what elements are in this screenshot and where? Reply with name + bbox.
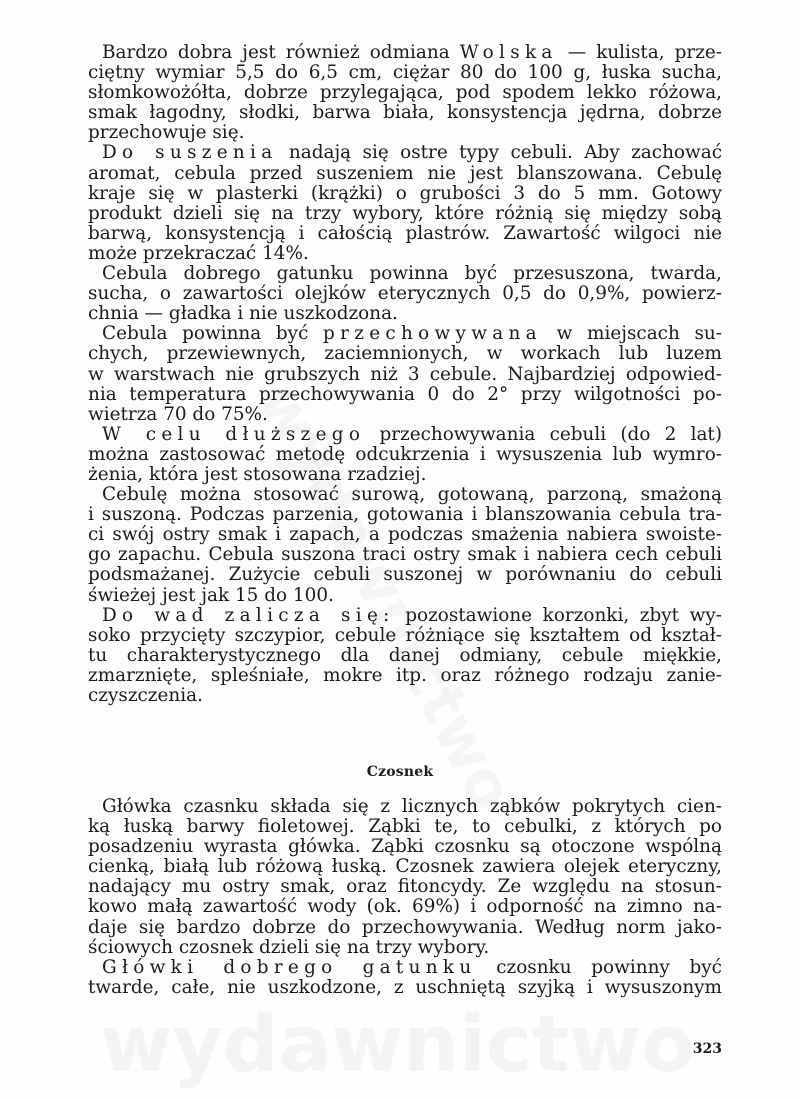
line-text: nadają się ostre typy cebuli. Aby zachować <box>277 142 722 164</box>
line-text: kowo małą zawartość wody (ok. 69%) i odporność na zimno na- <box>88 896 722 918</box>
text-line <box>88 143 722 163</box>
text-line <box>88 817 722 837</box>
text-line <box>88 344 722 364</box>
text-line <box>88 626 722 646</box>
page-number: 323 <box>692 1041 722 1057</box>
text-line <box>88 485 722 505</box>
spaced-emphasis: Do suszenia <box>102 142 278 164</box>
line-text: Cebula dobrego gatunku powinna być przesuszona, twarda, <box>102 263 722 285</box>
line-text: ściowych czosnek dzieli się na trzy wybory. <box>88 936 490 958</box>
spaced-emphasis: przechowywana <box>323 323 542 345</box>
text-line <box>88 284 722 304</box>
line-text: kraje się w plasterki (krążki) o grubości 3 do 5 mm. Gotowy <box>88 182 722 204</box>
text-line <box>88 123 722 143</box>
spaced-emphasis: Do wad zalicza się: <box>102 604 395 626</box>
line-text: w miejscach su- <box>541 323 722 345</box>
text-line <box>88 606 722 626</box>
text-line <box>88 43 722 63</box>
text-line <box>88 164 722 184</box>
line-text: zmarznięte, spleśniałe, mokre itp. oraz różnego rodzaju zanie- <box>88 664 722 686</box>
line-text: można zastosować metodę odcukrzenia i wysuszenia lub wymro- <box>88 443 722 465</box>
line-text: barwą, konsystencją i całością plastrów. Zawartość wilgoci nie <box>88 222 722 244</box>
line-text: Bardzo dobra jest również odmiana <box>102 42 460 63</box>
text-line <box>88 857 722 877</box>
line-text: słomkowożółta, dobrze przylegająca, pod spodem lekko różowa, <box>88 82 722 104</box>
line-text: ciętny wymiar 5,5 do 6,5 cm, ciężar 80 do 100 g, łuska sucha, <box>88 62 722 84</box>
text-line <box>88 405 722 425</box>
garlic-section-text <box>88 797 722 998</box>
line-text: Cebula powinna być <box>102 323 324 345</box>
text-line <box>88 797 722 817</box>
line-text: — kulista, prze- <box>557 42 722 63</box>
text-line <box>88 83 722 103</box>
text-line <box>88 897 722 917</box>
text-line <box>88 103 722 123</box>
text-line <box>88 505 722 525</box>
spaced-emphasis: W celu dłuższego <box>102 423 366 445</box>
text-line <box>88 938 722 958</box>
line-text: i suszoną. Podczas parzenia, gotowania i blanszowania cebula tra- <box>88 504 722 526</box>
text-line <box>88 646 722 666</box>
line-text: wietrza 70 do 75%. <box>88 403 268 425</box>
line-text: soko przycięty szczypior, cebule różniące się kształtem od kształ- <box>88 624 722 646</box>
line-text: może przekraczać 14%. <box>88 242 309 264</box>
text-line <box>88 565 722 585</box>
text-line <box>88 445 722 465</box>
text-line <box>88 425 722 445</box>
line-text: żenia, która jest stosowana rzadziej. <box>88 463 427 485</box>
line-text: chnia — gładka i nie uszkodzona. <box>88 303 398 325</box>
text-line <box>88 545 722 565</box>
line-text: chych, przewiewnych, zaciemnionych, w workach lub luzem <box>88 343 722 365</box>
section-heading-czosnek: Czosnek <box>366 764 434 780</box>
line-text: ką łuską barwy fioletowej. Ząbki te, to cebulki, z których po <box>88 816 722 838</box>
line-text: przechowuje się. <box>88 122 245 144</box>
line-text: posadzeniu wyrasta główka. Ząbki czosnku są otoczone wspólną <box>88 836 722 858</box>
line-text: Główka czasnku składa się z licznych ząbków pokrytych cien- <box>102 796 722 817</box>
text-line <box>88 365 722 385</box>
text-line <box>88 63 722 83</box>
line-text: go zapachu. Cebula suszona traci ostry smak i nabiera cech cebuli <box>88 544 722 566</box>
line-text: czosnku powinny być <box>476 956 722 978</box>
line-text: aromat, cebula przed suszeniem nie jest blanszowana. Cebulę <box>88 162 722 184</box>
spaced-emphasis: Wolska <box>459 42 558 63</box>
text-line <box>88 958 722 978</box>
line-text: świeżej jest jak 15 do 100. <box>88 584 334 606</box>
line-text: tu charakterystycznego dla danej odmiany, cebule miękkie, <box>88 644 722 666</box>
onion-section-text <box>88 43 722 706</box>
line-text: ci swój ostry smak i zapach, a podczas smażenia nabiera swoiste- <box>88 524 722 546</box>
line-text: smak łagodny, słodki, barwa biała, konsystencja jędrna, dobrze <box>88 102 722 124</box>
text-line <box>88 264 722 284</box>
line-text: czyszczenia. <box>88 685 203 706</box>
text-line <box>88 877 722 897</box>
line-text: sucha, o zawartości olejków eterycznych 0,5 do 0,9%, powierz- <box>88 283 722 305</box>
text-line <box>88 666 722 686</box>
text-line <box>88 586 722 606</box>
text-line <box>88 304 722 324</box>
text-line <box>88 385 722 405</box>
line-text: podsmażanej. Zużycie cebuli suszonej w porównaniu do cebuli <box>88 564 722 586</box>
text-line <box>88 686 722 706</box>
line-text: nia temperatura przechowywania 0 do 2° przy wilgotności po- <box>88 383 722 405</box>
text-line <box>88 837 722 857</box>
line-text: pozostawione korzonki, zbyt wy- <box>394 604 722 626</box>
line-text: w warstwach nie grubszych niż 3 cebule. Najbardziej odpowied- <box>88 363 722 385</box>
text-line <box>88 978 722 998</box>
text-line <box>88 204 722 224</box>
text-line <box>88 224 722 244</box>
line-text: produkt dzieli się na trzy wybory, które różnią się między sobą <box>88 202 722 224</box>
watermark-horizontal <box>100 1000 695 1090</box>
line-text: twarde, całe, nie uszkodzone, z uschniętą szyjką i wysuszonym <box>88 976 722 998</box>
text-line <box>88 525 722 545</box>
text-line <box>88 324 722 344</box>
text-line <box>88 184 722 204</box>
text-line <box>88 244 722 264</box>
line-text: daje się bardzo dobrze do przechowywania. Według norm jako- <box>88 916 722 938</box>
line-text: przechowywania cebuli (do 2 lat) <box>365 423 722 445</box>
spaced-emphasis: Główki dobrego gatunku <box>102 956 477 978</box>
text-line <box>88 465 722 485</box>
text-line <box>88 918 722 938</box>
line-text: cienką, białą lub różową łuską. Czosnek zawiera olejek eteryczny, <box>88 856 722 878</box>
line-text: nadający mu ostry smak, oraz fitoncydy. Ze względu na stosun- <box>88 876 722 898</box>
line-text: Cebulę można stosować surową, gotowaną, parzoną, smażoną <box>102 484 722 506</box>
